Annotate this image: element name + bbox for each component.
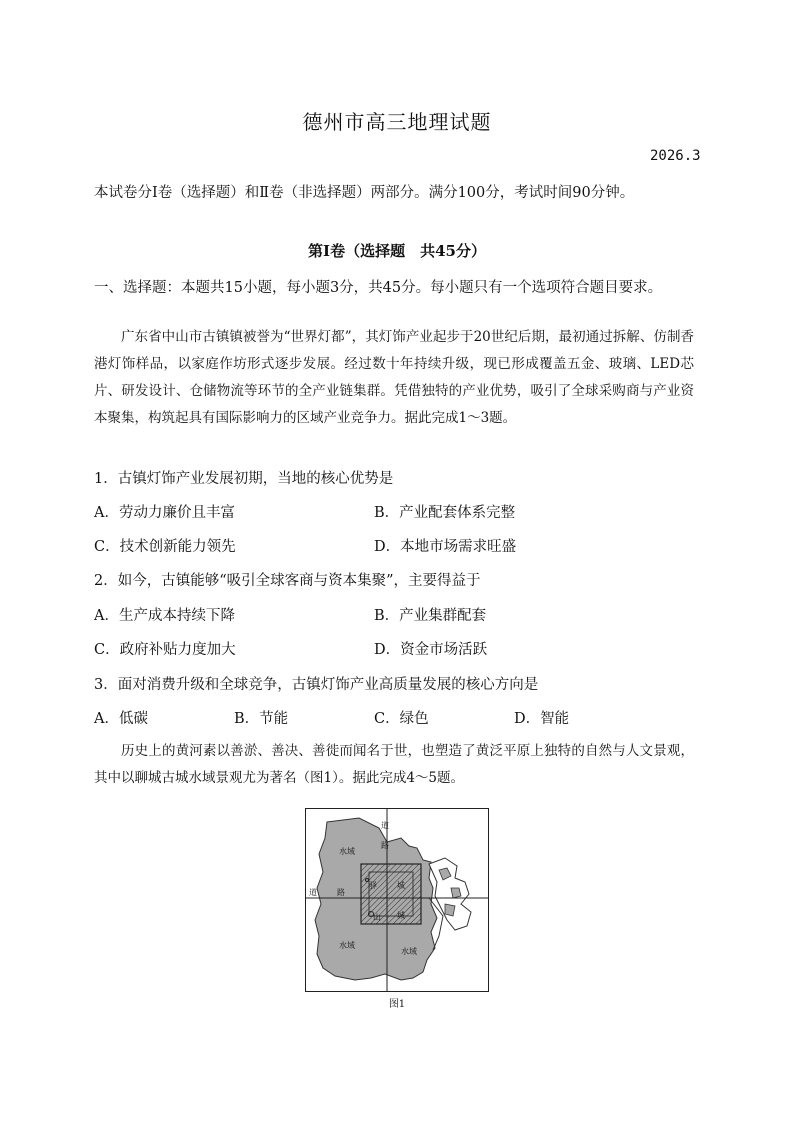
question-2-stem: 2．如今，古镇能够“吸引全球客商与资本集聚”，主要得益于 (94, 573, 481, 589)
old-city-block (361, 864, 421, 924)
section-heading: 第Ⅰ卷（选择题 共45分） (308, 242, 486, 260)
exam-date: 2026.3 (650, 148, 701, 164)
question-3-option-b: B．节能 (234, 711, 289, 727)
question-3-stem: 3．面对消费升级和全球竞争，古镇灯饰产业高质量发展的核心方向是 (94, 677, 539, 693)
question-2-option-a: A．生产成本持续下降 (94, 608, 235, 624)
liaocheng-map-figure (305, 808, 489, 992)
question-2-option-d: D．资金市场活跃 (374, 642, 488, 658)
page-title: 德州市高三地理试题 (302, 110, 492, 134)
question-2-option-c: C．政府补贴力度加大 (94, 642, 236, 658)
question-3-option-a: A．低碳 (94, 711, 148, 727)
road-label-v1: 道 (381, 821, 389, 830)
passage-2: 历史上的黄河素以善淤、善决、善徙而闻名于世，也塑造了黄泛平原上独特的自然与人文景观，其中以聊城古城水域景观尤为著名（图1）。据此完成4～5题。 (94, 743, 694, 786)
water-label-sw: 水域 (339, 941, 355, 950)
question-2-option-b: B．产业集群配套 (374, 608, 487, 624)
water-label-nw: 水域 (339, 847, 355, 856)
question-1-stem: 1．古镇灯饰产业发展初期，当地的核心优势是 (94, 471, 394, 487)
passage-1: 广东省中山市古镇镇被誉为“世界灯都”，其灯饰产业起步于20世纪后期，最初通过拆解、仿制香港灯饰样品，以家庭作坊形式逐步发展。经过数十年持续升级，现已形成覆盖五金、玻璃、LED芯片、研发设计、仓储物流等环节的全产业链集群。凭借独特的产业优势，吸引了全球采购商与产业资本聚集，构筑起具有国际影响力的区域产业竞争力。据此完成1～3题。 (94, 329, 694, 426)
plot-label-a: 驿 (369, 881, 377, 890)
question-1-option-a: A．劳动力廉价且丰富 (94, 505, 235, 521)
road-label-v2: 路 (381, 841, 389, 850)
question-3-option-c: C．绿色 (374, 711, 429, 727)
question-1-option-d: D．本地市场需求旺盛 (374, 539, 517, 555)
instructions-text: 一、选择题：本题共15小题，每小题3分，共45分。每小题只有一个选项符合题目要求。 (94, 280, 663, 296)
intro-text: 本试卷分Ⅰ卷（选择题）和Ⅱ卷（非选择题）两部分。满分100分，考试时间90分钟。 (94, 185, 635, 201)
question-1-option-b: B．产业配套体系完整 (374, 505, 516, 521)
road-label-h1: 道 (309, 888, 317, 897)
water-label-se: 水域 (401, 947, 417, 956)
question-1-option-c: C．技术创新能力领先 (94, 539, 236, 555)
road-label-h2: 路 (337, 888, 345, 897)
city-label-b: 城 (397, 911, 405, 920)
question-3-option-d: D．智能 (514, 711, 570, 727)
figure-caption: 图1 (388, 999, 406, 1010)
plot-label-b: 山 (373, 913, 381, 922)
city-label-a: 城 (397, 881, 405, 890)
